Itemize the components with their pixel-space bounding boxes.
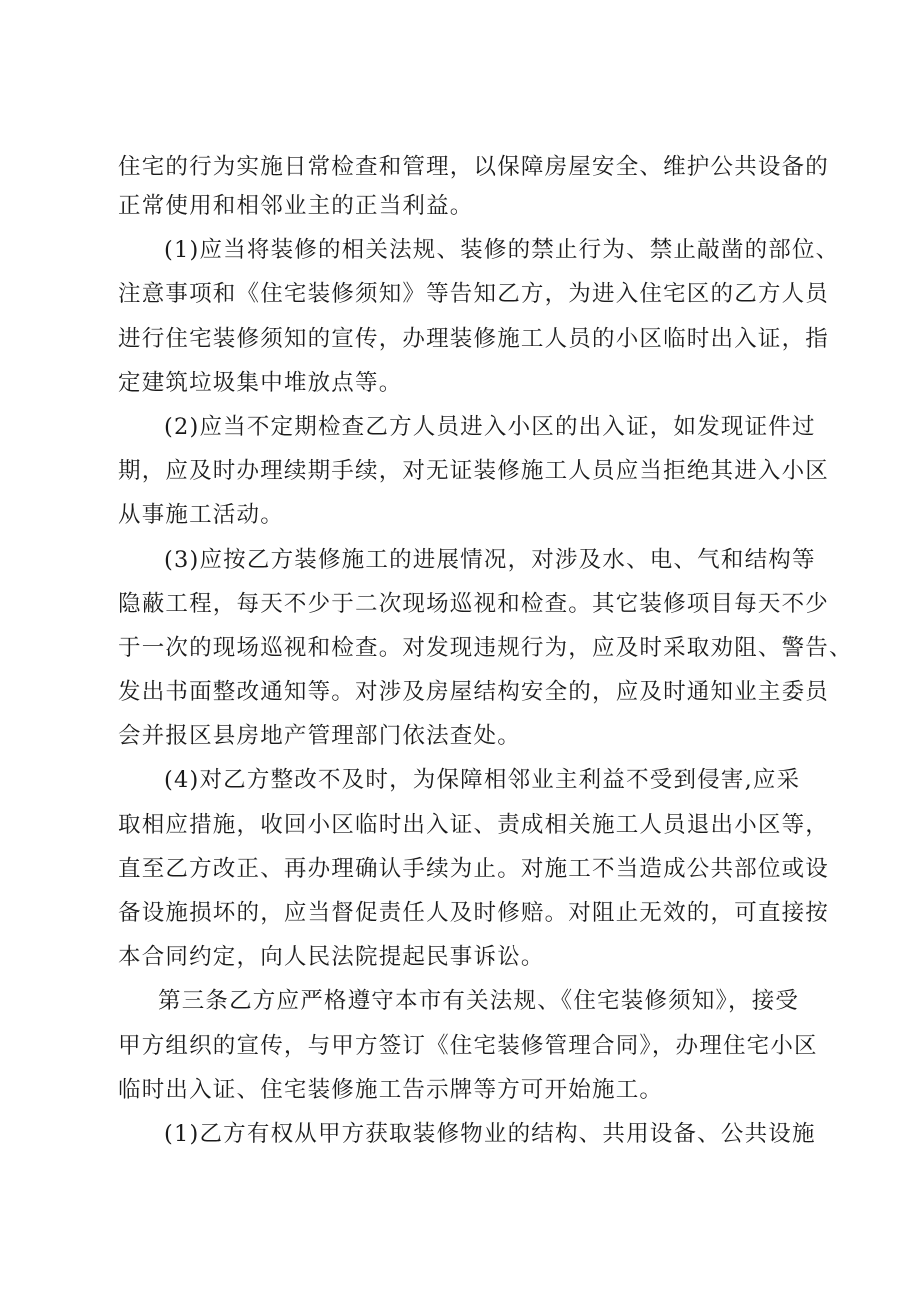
- text-line: (1)乙方有权从甲方获取装修物业的结构、共用设备、公共设施: [164, 1120, 816, 1147]
- text-line: 取相应措施，收回小区临时出入证、责成相关施工人员退出小区等，: [118, 811, 830, 838]
- text-line: (3)应按乙方装修施工的进展情况，对涉及水、电、气和结构等: [164, 546, 816, 573]
- text-line: 发出书面整改通知等。对涉及房屋结构安全的，应及时通知业主委员: [118, 679, 830, 706]
- text-line: 于一次的现场巡视和检查。对发现违规行为，应及时采取劝阻、警告、: [118, 634, 853, 661]
- paragraph-continuation: [118, 150, 830, 228]
- text-line: 备设施损坏的，应当督促责任人及时修赔。对阻止无效的，可直接按: [118, 900, 830, 926]
- text-line: (4)对乙方整改不及时，为保障相邻业主利益不受到侵害,应采: [164, 767, 801, 794]
- text-line: 定建筑垃圾集中堆放点等。: [118, 369, 403, 396]
- paragraph-item-3: [118, 538, 853, 759]
- text-line: 从事施工活动。: [118, 502, 284, 529]
- text-line: 直至乙方改正、再办理确认手续为止。对施工不当造成公共部位或设: [118, 855, 830, 882]
- text-line: (1)应当将装修的相关法规、装修的禁止行为、禁止敲凿的部位、: [164, 237, 840, 264]
- paragraph-item-4: [118, 758, 830, 979]
- text-line: 注意事项和《住宅装修须知》等告知乙方，为进入住宅区的乙方人员: [118, 281, 830, 308]
- text-line: 隐蔽工程，每天不少于二次现场巡视和检查。其它装修项目每天不少: [118, 590, 830, 617]
- text-line: 本合同约定，向人民法院提起民事诉讼。: [118, 944, 545, 971]
- text-line: 住宅的行为实施日常检查和管理，以保障房屋安全、维护公共设备的: [118, 154, 830, 180]
- text-line: 正常使用和相邻业主的正当利益。: [118, 193, 474, 219]
- text-line: 会并报区县房地产管理部门依法查处。: [118, 723, 521, 750]
- paragraph-item-2: [118, 405, 830, 538]
- text-line: 甲方组织的宣传，与甲方签订《住宅装修管理合同》，办理住宅小区: [118, 1032, 818, 1059]
- document-body: [118, 150, 853, 1156]
- paragraph-item-1b: [118, 1112, 818, 1156]
- text-line: 临时出入证、住宅装修施工告示牌等方可开始施工。: [118, 1076, 664, 1103]
- text-line: 期，应及时办理续期手续，对无证装修施工人员应当拒绝其进入小区: [118, 458, 830, 485]
- text-line: (2)应当不定期检查乙方人员进入小区的出入证，如发现证件过: [164, 413, 816, 440]
- text-line: 第三条乙方应严格遵守本市有关法规、《住宅装修须知》，接受: [158, 988, 800, 1015]
- paragraph-item-1: [118, 228, 840, 405]
- text-line: 进行住宅装修须知的宣传，办理装修施工人员的小区临时出入证，指: [118, 325, 830, 352]
- paragraph-article-3: [118, 979, 818, 1112]
